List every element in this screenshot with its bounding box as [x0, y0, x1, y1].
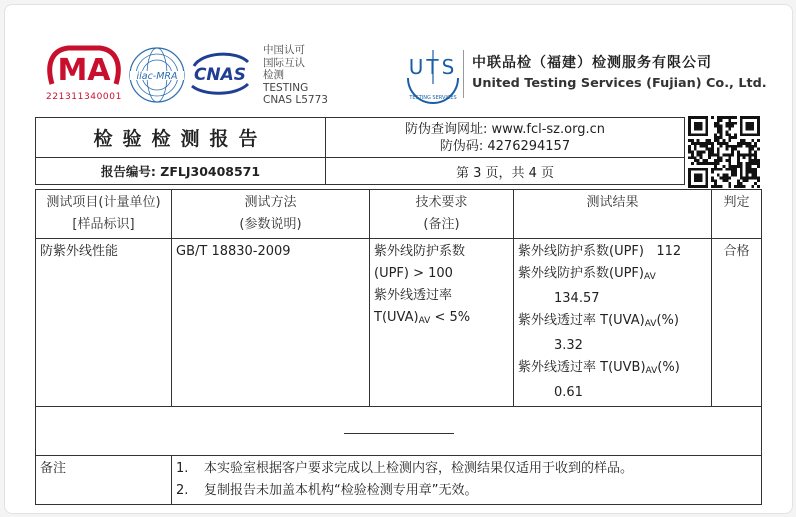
- req-line: 紫外线防护系数: [374, 244, 466, 259]
- notes-cell: [172, 456, 762, 505]
- result-line: [518, 357, 707, 382]
- logo-divider: [463, 50, 464, 98]
- uts-logo: [402, 44, 464, 104]
- note-number: 2.: [176, 483, 189, 498]
- verify-code: 防伪码: 4276294157: [439, 139, 571, 154]
- cnas-text: CNAS: [193, 65, 247, 85]
- result-value: 0.61: [554, 385, 583, 400]
- header-text: (备注): [423, 217, 460, 232]
- note-item: [176, 480, 757, 502]
- qr-code[interactable]: [688, 116, 760, 188]
- header-text: 判定: [723, 195, 750, 210]
- page-info: 第 3 页，共 4 页: [455, 165, 555, 181]
- col-header-requirement: [370, 190, 514, 239]
- cma-number: 221311340001: [46, 92, 122, 102]
- result-line: [518, 263, 707, 288]
- col-header-item: [36, 190, 172, 239]
- table-row: [36, 239, 762, 407]
- notes-label: 备注: [36, 456, 172, 505]
- cnas-logo: [186, 48, 254, 98]
- report-title: 检验检测报告: [93, 128, 268, 150]
- result-unit: (%): [656, 313, 679, 328]
- report-title-box: [35, 117, 326, 158]
- note-item: [176, 458, 757, 480]
- result-label: 紫外线防护系数(UPF): [518, 244, 644, 259]
- accreditation-text: [263, 44, 328, 107]
- cert-line: 中国认可: [263, 44, 305, 56]
- result-value: 134.57: [554, 291, 600, 306]
- cell-result: [514, 239, 712, 407]
- result-value: 3.32: [554, 338, 583, 353]
- subscript: AV: [644, 319, 657, 329]
- cma-text: MA: [57, 53, 111, 88]
- header-text: [样品标识]: [72, 217, 135, 232]
- note-text: 复制报告未加盖本机构“检验检测专用章”无效。: [204, 483, 478, 498]
- cell-requirement: [370, 239, 514, 407]
- end-line: [344, 433, 454, 434]
- cma-logo: [44, 44, 124, 90]
- req-text: < 5%: [430, 310, 471, 325]
- result-line: [518, 241, 707, 263]
- cell-judgement: 合格: [712, 239, 762, 407]
- col-header-result: [514, 190, 712, 239]
- verify-box: [325, 117, 685, 158]
- subscript: AV: [643, 272, 656, 282]
- table-header-row: [36, 190, 762, 239]
- subscript: AV: [645, 366, 658, 376]
- verify-url[interactable]: 防伪查询网址: www.fcl-sz.org.cn: [405, 122, 605, 137]
- subscript: AV: [418, 316, 431, 326]
- cert-line: CNAS L5773: [263, 94, 328, 107]
- req-line: 紫外线透过率: [374, 288, 453, 303]
- page-info-box: [325, 157, 685, 185]
- company-name-en: United Testing Services (Fujian) Co., Ltd.: [472, 76, 767, 91]
- cell-method: GB/T 18830-2009: [172, 239, 370, 407]
- result-label: 紫外线防护系数(UPF): [518, 266, 644, 281]
- result-unit: (%): [657, 360, 680, 375]
- table-blank-row: [36, 407, 762, 456]
- header-text: (参数说明): [239, 217, 302, 232]
- col-header-method: [172, 190, 370, 239]
- notes-row: [36, 456, 762, 505]
- col-header-judgement: [712, 190, 762, 239]
- cert-line: 国际互认: [263, 56, 305, 69]
- cert-line: 检测: [263, 69, 284, 82]
- req-line: [374, 307, 509, 332]
- req-line: (UPF) > 100: [374, 266, 453, 281]
- header-text: 测试结果: [586, 195, 639, 210]
- result-label: 紫外线透过率 T(UVB): [518, 360, 646, 375]
- cell-item: 防紫外线性能: [36, 239, 172, 407]
- result-value: 112: [656, 244, 682, 259]
- note-text: 本实验室根据客户要求完成以上检测内容，检测结果仅适用于收到的样品。: [204, 461, 634, 476]
- empty-marker-cell: [36, 407, 762, 456]
- uts-ring-text: TESTING SERVICES: [409, 95, 457, 101]
- uts-text: UTS: [408, 55, 458, 79]
- header-text: 测试项目(计量单位): [46, 195, 161, 210]
- ilac-mra-logo: [127, 45, 187, 105]
- result-label: 紫外线透过率 T(UVA): [518, 313, 645, 328]
- report-number-box: [35, 157, 326, 185]
- result-line: [518, 310, 707, 335]
- note-number: 1.: [176, 461, 189, 476]
- cert-line: TESTING: [263, 81, 309, 94]
- header-text: 技术要求: [415, 195, 468, 210]
- results-table: [35, 189, 762, 505]
- req-text: T(UVA): [374, 310, 419, 325]
- report-number: 报告编号: ZFLJ30408571: [100, 164, 261, 179]
- header-text: 测试方法: [244, 195, 297, 210]
- ilac-text: ilac-MRA: [136, 71, 178, 82]
- company-name-cn: 中联品检（福建）检测服务有限公司: [472, 55, 712, 71]
